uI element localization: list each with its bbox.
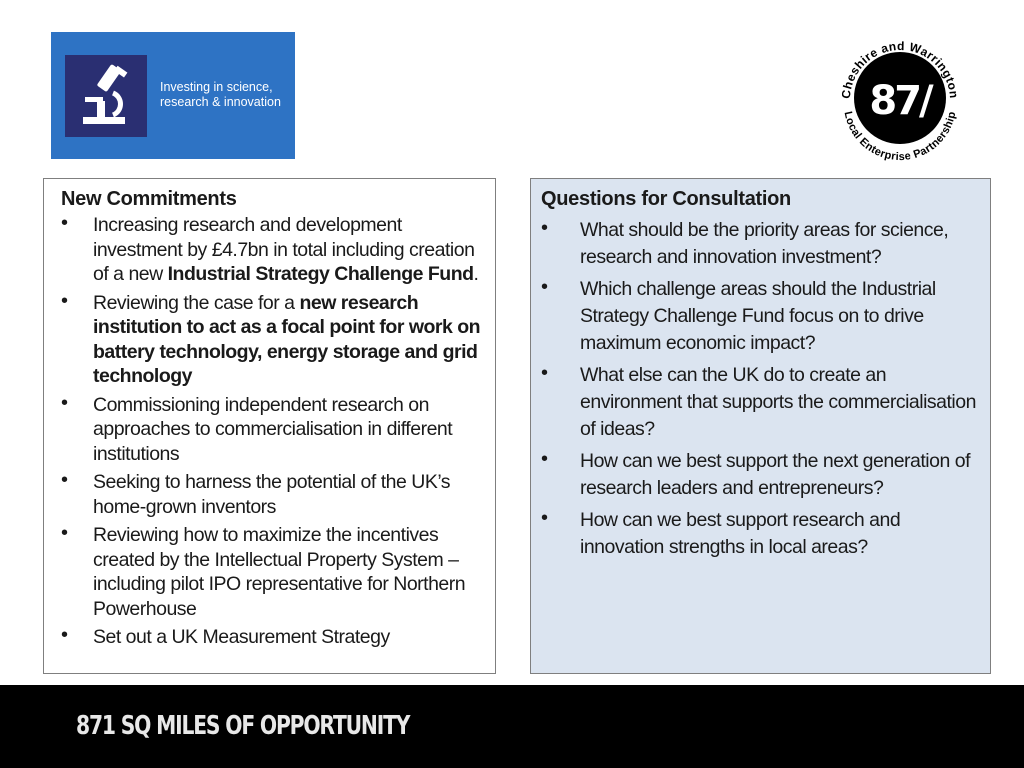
banner-tagline-line-2: research & innovation xyxy=(160,95,281,109)
science-banner-logo xyxy=(51,32,295,159)
consultation-list xyxy=(541,217,980,561)
banner-tagline-line-1: Investing in science, xyxy=(160,80,273,94)
consultation-question: • What should be the priority areas for science, research and innovation investment? xyxy=(541,217,980,271)
commitments-title: New Commitments xyxy=(61,188,237,210)
commitments-list xyxy=(61,213,485,650)
banner-tagline xyxy=(160,80,290,110)
microscope-icon xyxy=(79,63,133,127)
commitment-item: • Seeking to harness the potential of the UK’s home-grown inventors xyxy=(61,470,485,519)
commitment-item: • Set out a UK Measurement Strategy xyxy=(61,625,485,650)
commitment-item: • Increasing research and development investment by £4.7bn in total including creation of a new Industrial Strategy Challenge Fund. xyxy=(61,213,485,287)
consultation-question: • What else can the UK do to create an environment that supports the commercialisation of ideas? xyxy=(541,362,980,443)
consultation-question: • How can we best support the next generation of research leaders and entrepreneurs? xyxy=(541,448,980,502)
consultation-box xyxy=(530,178,991,674)
microscope-icon-box xyxy=(65,55,147,137)
footer-slogan: 871 SQ MILES OF OPPORTUNITY xyxy=(76,711,410,741)
commitment-item: • Commissioning independent research on approaches to commercialisation in different institutions xyxy=(61,393,485,467)
lep-logo-ring-top: Cheshire and Warrington xyxy=(838,38,962,100)
commitment-item: • Reviewing how to maximize the incentives created by the Intellectual Property System – including pilot IPO representative for Northern Powerhouse xyxy=(61,523,485,621)
lep-logo-number: 87/ xyxy=(869,78,931,124)
lep-logo xyxy=(830,30,970,168)
consultation-title: Questions for Consultation xyxy=(541,188,791,210)
consultation-question: • How can we best support research and innovation strengths in local areas? xyxy=(541,507,980,561)
consultation-question: • Which challenge areas should the Industrial Strategy Challenge Fund focus on to drive maximum economic impact? xyxy=(541,276,980,357)
commitments-box xyxy=(43,178,496,674)
lep-logo-ring-bottom: Local Enterprise Partnership xyxy=(841,110,959,164)
footer-bar xyxy=(0,685,1024,768)
commitment-item: • Reviewing the case for a new research institution to act as a focal point for work on battery technology, energy storage and grid technology xyxy=(61,291,485,389)
